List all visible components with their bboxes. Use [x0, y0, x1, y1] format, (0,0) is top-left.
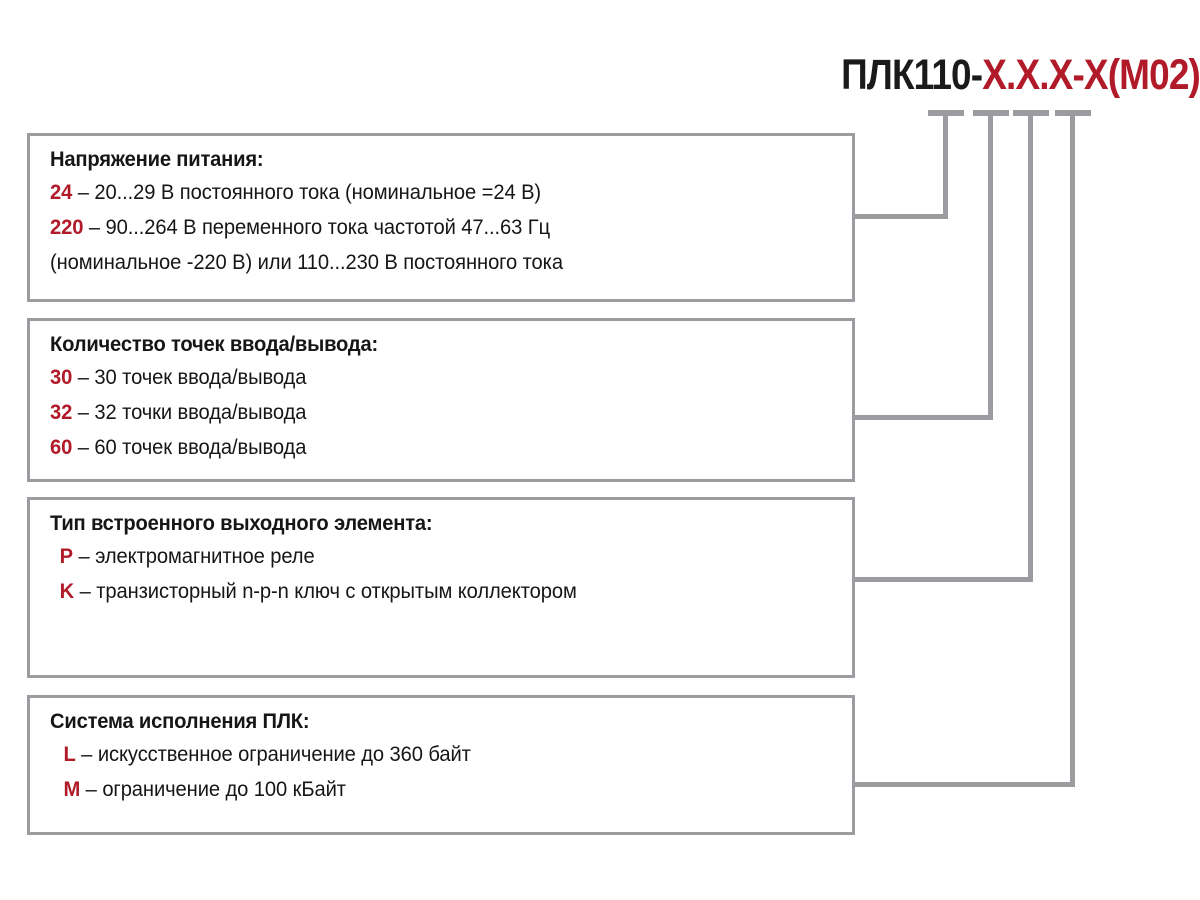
option-dash: – — [79, 580, 91, 603]
option-row — [50, 772, 806, 807]
group-box-output-element-type — [27, 497, 855, 678]
option-text: ограничение до 100 кБайт — [102, 778, 346, 801]
option-text: (номинальное -220 В) или 110...230 В постоянного тока — [50, 251, 563, 274]
connector-wire-1-horz — [855, 214, 948, 219]
option-row — [50, 737, 806, 772]
option-code: K — [59, 580, 75, 603]
connector-wire-1-vert — [943, 110, 948, 217]
option-code: 24 — [50, 181, 73, 204]
connector-wire-4-horz — [855, 782, 1075, 787]
option-row — [50, 360, 806, 395]
product-code-variable: X.X.X-X(M02) — [982, 51, 1200, 99]
option-text: искусственное ограничение до 360 байт — [97, 743, 471, 766]
option-row — [50, 210, 806, 245]
option-text: 20...29 В постоянного тока (номинальное =24 В) — [94, 181, 542, 204]
option-text: 60 точек ввода/вывода — [94, 436, 307, 459]
option-dash: – — [77, 401, 89, 424]
option-code: P — [59, 545, 73, 568]
option-dash: – — [77, 366, 89, 389]
option-text: транзисторный n-p-n ключ с открытым коллектором — [96, 580, 577, 603]
product-code-prefix: ПЛК110- — [841, 51, 983, 99]
group-title: Напряжение питания: — [50, 148, 264, 171]
option-text: электромагнитное реле — [95, 545, 315, 568]
connector-wire-3-horz — [855, 577, 1033, 582]
option-text: 30 точек ввода/вывода — [94, 366, 307, 389]
connector-wire-3-vert — [1028, 110, 1033, 582]
option-code: 32 — [50, 401, 73, 424]
group-box-supply-voltage — [27, 133, 855, 302]
option-dash: – — [77, 181, 89, 204]
option-dash: – — [81, 743, 93, 766]
connector-wire-2-vert — [988, 110, 993, 420]
option-row — [50, 539, 806, 574]
option-text: 90...264 В переменного тока частотой 47...63 Гц — [105, 216, 551, 239]
option-code: 220 — [50, 216, 84, 239]
connector-wire-4-vert — [1070, 110, 1075, 787]
option-dash: – — [85, 778, 97, 801]
option-code: 30 — [50, 366, 73, 389]
connector-wire-2-horz — [855, 415, 993, 420]
group-box-io-points — [27, 318, 855, 482]
option-code: 60 — [50, 436, 73, 459]
option-row-continuation — [50, 245, 806, 280]
group-box-plc-runtime-system — [27, 695, 855, 835]
option-dash: – — [77, 436, 89, 459]
option-text: 32 точки ввода/вывода — [94, 401, 307, 424]
option-row — [50, 395, 806, 430]
group-title: Тип встроенного выходного элемента: — [50, 512, 433, 535]
option-row — [50, 430, 806, 465]
option-dash: – — [78, 545, 90, 568]
option-dash: – — [88, 216, 101, 239]
option-code: L — [63, 743, 76, 766]
group-title: Система исполнения ПЛК: — [50, 710, 310, 733]
option-code: M — [63, 778, 81, 801]
option-row — [50, 175, 806, 210]
group-title: Количество точек ввода/вывода: — [50, 333, 379, 356]
option-row — [50, 574, 806, 609]
